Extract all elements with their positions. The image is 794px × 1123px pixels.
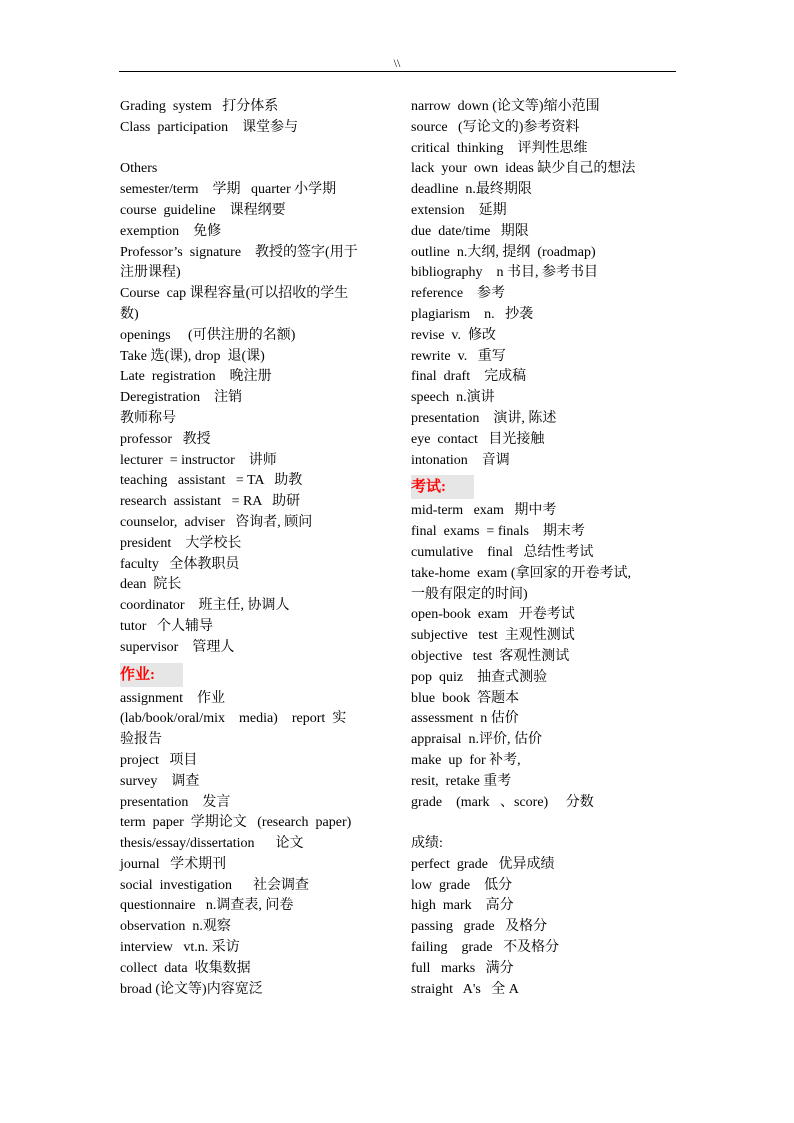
vocab-line: exemption 免修 [120,223,222,239]
vocab-line: teaching assistant = TA 助教 [120,473,303,489]
vocab-line: counselor, adviser 咨询者, 顾问 [120,514,313,530]
vocab-line: subjective test 主观性测试 [411,628,575,644]
vocab-line: (lab/book/oral/mix media) report 实 [120,711,347,727]
vocab-line: project 项目 [120,752,198,768]
vocab-line: bibliography n 书目, 参考书目 [411,265,599,281]
vocab-line: presentation 发言 [120,794,231,810]
vocab-line: grade (mark 、score) 分数 [411,794,594,810]
vocab-line: coordinator 班主任, 协调人 [120,598,290,614]
right-column [411,97,676,1000]
vocab-line: course guideline 课程纲要 [120,202,286,218]
vocab-line: narrow down (论文等)缩小范围 [411,99,600,114]
vocab-line: 数) [120,306,139,322]
vocab-line: faculty 全体教职员 [120,556,240,572]
vocab-line: broad (论文等)内容宽泛 [120,981,263,997]
vocab-line: assessment n 估价 [411,711,519,727]
vocab-line: deadline n.最终期限 [411,182,532,198]
vocab-line: due date/time 期限 [411,223,529,239]
left-column [120,97,386,1000]
vocab-line: make up for 补考, [411,752,521,768]
vocab-line: 验报告 [120,732,162,748]
vocab-line: professor 教授 [120,431,211,447]
vocab-line: questionnaire n.调查表, 问卷 [120,898,294,914]
vocab-line: outline n.大纲, 提纲 (roadmap) [411,244,596,260]
vocab-line: cumulative final 总结性考试 [411,544,594,560]
vocab-line: lecturer = instructor 讲师 [120,452,277,468]
vocab-line: appraisal n.评价, 估价 [411,732,543,748]
vocab-line: low grade 低分 [411,877,513,893]
vocab-line: mid-term exam 期中考 [411,503,557,519]
vocab-line: blue book 答题本 [411,690,520,706]
vocab-line: thesis/essay/dissertation 论文 [120,836,304,852]
vocab-line: openings (可供注册的名额) [120,327,296,343]
vocab-line: critical thinking 评判性思维 [411,140,588,156]
vocab-line: high mark 高分 [411,898,514,914]
vocab-line: pop quiz 抽查式测验 [411,669,548,685]
vocab-line: 注册课程) [120,265,181,281]
vocab-line: survey 调查 [120,773,200,789]
vocab-line: straight A's 全 A [411,981,519,997]
vocab-line: research assistant = RA 助研 [120,494,301,510]
vocab-line: passing grade 及格分 [411,919,548,935]
vocab-line: objective test 客观性测试 [411,648,570,664]
vocab-line: Class participation 课堂参与 [120,119,299,135]
vocab-line: 教师称号 [120,410,176,426]
section-heading: 作业: [120,663,183,687]
header-rule [119,71,676,72]
blank-line [411,813,676,834]
vocab-line: plagiarism n. 抄袭 [411,306,534,322]
vocab-line: semester/term 学期 quarter 小学期 [120,182,337,198]
vocab-line: tutor 个人辅导 [120,618,213,634]
vocab-line: term paper 学期论文 (research paper) [120,815,352,831]
vocab-line: collect data 收集数据 [120,960,251,976]
vocab-line: 一般有限定的时间) [411,586,528,602]
vocab-line: final draft 完成稿 [411,369,527,385]
vocab-line: president 大学校长 [120,535,242,551]
vocab-line: observation n.观察 [120,919,231,935]
section-heading: 考试: [411,475,474,499]
vocab-line: social investigation 社会调查 [120,877,309,893]
vocab-line: take-home exam (拿回家的开卷考试, [411,565,632,581]
vocab-line: full marks 满分 [411,960,514,976]
vocab-line: lack your own ideas 缺少自己的想法 [411,161,636,177]
vocab-line: supervisor 管理人 [120,639,235,655]
vocab-line: presentation 演讲, 陈述 [411,410,557,426]
vocab-line: rewrite v. 重写 [411,348,506,364]
section-heading-wrap [411,475,676,499]
vocab-line: failing grade 不及格分 [411,940,560,956]
vocab-line: source (写论文的)参考资料 [411,119,580,135]
vocab-line: perfect grade 优异成绩 [411,856,555,872]
vocab-line: journal 学术期刊 [120,856,227,872]
vocab-line: assignment 作业 [120,690,225,706]
vocab-line: Others [120,161,158,177]
header-mark: \\ [393,56,401,70]
vocab-line: reference 参考 [411,286,506,302]
vocab-line: interview vt.n. 采访 [120,940,240,956]
vocab-line: speech n.演讲 [411,390,495,406]
vocab-line: revise v. 修改 [411,327,497,343]
vocab-line: eye contact 目光接触 [411,431,545,447]
vocab-line: dean 院长 [120,577,182,593]
vocab-line: resit, retake 重考 [411,773,512,789]
vocab-line: 成绩: [411,836,443,852]
vocab-line: Deregistration 注销 [120,390,243,406]
vocab-line: Course cap 课程容量(可以招收的学生 [120,286,349,302]
vocab-line: extension 延期 [411,202,507,218]
blank-line [120,139,386,160]
vocab-line: Professor’s signature 教授的签字(用于 [120,244,358,260]
vocab-line: intonation 音调 [411,452,510,468]
vocab-line: Take 选(课), drop 退(课) [120,348,265,364]
vocab-line: final exams = finals 期末考 [411,524,585,540]
section-heading-wrap [120,663,386,687]
vocab-line: open-book exam 开卷考试 [411,607,575,623]
vocab-line: Late registration 晚注册 [120,369,272,385]
vocab-line: Grading system 打分体系 [120,99,279,114]
